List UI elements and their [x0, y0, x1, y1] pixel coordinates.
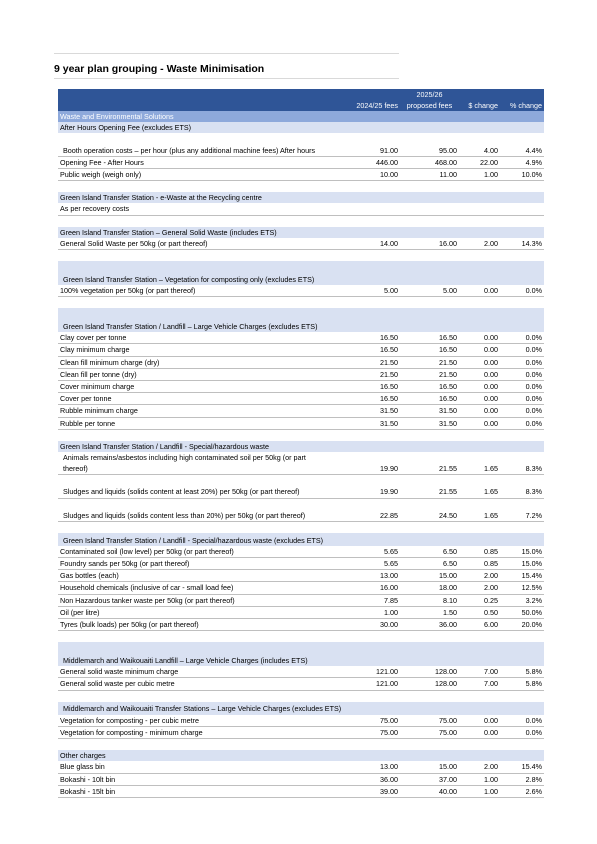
pct-change: 2.8%	[500, 773, 544, 785]
pct-change: 0.0%	[500, 344, 544, 356]
spacer-row	[58, 429, 544, 441]
spacer-row	[58, 261, 544, 272]
fee-2024: 36.00	[327, 773, 400, 785]
spacer-cell	[58, 739, 544, 751]
header-2025-year: 2025/26	[400, 89, 459, 101]
header-blank	[500, 89, 544, 101]
dollar-change: 0.00	[459, 356, 500, 368]
header-blank	[58, 89, 327, 101]
dollar-change: 1.65	[459, 510, 500, 522]
fee-2024: 14.00	[327, 238, 400, 250]
fee-2025: 16.50	[400, 332, 459, 344]
table-row	[58, 238, 544, 250]
spacer-row	[58, 297, 544, 309]
dollar-change: 1.65	[459, 452, 500, 475]
pct-change: 15.4%	[500, 570, 544, 582]
pct-change: 12.5%	[500, 582, 544, 594]
fee-description: Blue glass bin	[58, 761, 327, 773]
table-row	[58, 726, 544, 738]
fee-2025	[400, 203, 459, 215]
fee-2024: 16.50	[327, 393, 400, 405]
fee-description: Sludges and liquids (solids content less than 20%) per 50kg (or part thereof)	[58, 510, 327, 522]
spacer-row	[58, 631, 544, 643]
table-row	[58, 761, 544, 773]
fee-2025: 75.00	[400, 715, 459, 727]
group-title: Middlemarch and Waikouaiti Transfer Stations – Large Vehicle Charges (excludes ETS)	[58, 702, 544, 715]
pct-change: 0.0%	[500, 405, 544, 417]
fee-description: Clean fill minimum charge (dry)	[58, 356, 327, 368]
dollar-change: 0.85	[459, 558, 500, 570]
group-header	[58, 533, 544, 546]
spacer-cell	[58, 181, 544, 193]
fee-2024: 21.50	[327, 368, 400, 380]
section-title: Waste and Environmental Solutions	[58, 111, 544, 122]
header-blank	[58, 101, 327, 111]
dollar-change: 7.00	[459, 666, 500, 678]
dollar-change: 1.00	[459, 785, 500, 797]
spacer-row	[58, 475, 544, 487]
fee-2024: 22.85	[327, 510, 400, 522]
fee-2025: 5.00	[400, 285, 459, 297]
fee-2024: 91.00	[327, 133, 400, 156]
group-title: Green Island Transfer Station - e-Waste at the Recycling centre	[58, 192, 544, 203]
group-header	[58, 319, 544, 332]
spacer-cell	[58, 308, 544, 319]
spacer-row	[58, 215, 544, 227]
table-row	[58, 368, 544, 380]
dollar-change: 1.00	[459, 169, 500, 181]
spacer-cell	[58, 250, 544, 262]
group-title: Green Island Transfer Station – General Solid Waste (includes ETS)	[58, 227, 544, 238]
fee-description: General solid waste per cubic metre	[58, 678, 327, 690]
dollar-change: 2.00	[459, 570, 500, 582]
fee-2024: 10.00	[327, 169, 400, 181]
table-row	[58, 417, 544, 429]
fee-description: Oil (per litre)	[58, 606, 327, 618]
fee-2024	[327, 203, 400, 215]
table-row	[58, 666, 544, 678]
pct-change: 0.0%	[500, 381, 544, 393]
fee-description: Rubble minimum charge	[58, 405, 327, 417]
fee-2025: 95.00	[400, 133, 459, 156]
table-row	[58, 156, 544, 168]
fee-2025: 37.00	[400, 773, 459, 785]
table-row	[58, 678, 544, 690]
fee-description: Animals remains/asbestos including high contaminated soil per 50kg (or part thereof)	[58, 452, 327, 475]
fee-2024: 75.00	[327, 726, 400, 738]
dollar-change: 6.00	[459, 619, 500, 631]
spacer-row	[58, 181, 544, 193]
fee-2025: 31.50	[400, 405, 459, 417]
table-row	[58, 619, 544, 631]
fee-2024: 121.00	[327, 678, 400, 690]
pct-change: 15.0%	[500, 546, 544, 558]
header-fees-2024: 2024/25 fees	[327, 101, 400, 111]
fee-2025: 31.50	[400, 417, 459, 429]
fee-2024: 75.00	[327, 715, 400, 727]
spacer-row	[58, 308, 544, 319]
group-title: Green Island Transfer Station – Vegetation for composting only (excludes ETS)	[58, 272, 544, 285]
table-row	[58, 570, 544, 582]
table-body	[58, 111, 544, 797]
pct-change: 50.0%	[500, 606, 544, 618]
fee-description: General Solid Waste per 50kg (or part thereof)	[58, 238, 327, 250]
group-header	[58, 192, 544, 203]
dollar-change: 0.00	[459, 381, 500, 393]
fee-2025: 15.00	[400, 570, 459, 582]
table-row	[58, 356, 544, 368]
table-row	[58, 344, 544, 356]
table-row	[58, 558, 544, 570]
fee-description: 100% vegetation per 50kg (or part thereof)	[58, 285, 327, 297]
dollar-change: 2.00	[459, 582, 500, 594]
fee-2024: 13.00	[327, 570, 400, 582]
fee-description: Bokashi - 15lt bin	[58, 785, 327, 797]
group-title: Other charges	[58, 750, 544, 761]
group-title: Middlemarch and Waikouaiti Landfill – Large Vehicle Charges (includes ETS)	[58, 653, 544, 666]
fee-description: Vegetation for composting - minimum charge	[58, 726, 327, 738]
table-row	[58, 393, 544, 405]
dollar-change: 1.65	[459, 486, 500, 498]
group-header	[58, 750, 544, 761]
fee-description: Tyres (bulk loads) per 50kg (or part thereof)	[58, 619, 327, 631]
fee-2025: 21.50	[400, 368, 459, 380]
table-row	[58, 773, 544, 785]
dollar-change: 2.00	[459, 761, 500, 773]
fee-2025: 1.50	[400, 606, 459, 618]
spacer-row	[58, 498, 544, 510]
spacer-row	[58, 521, 544, 533]
header-blank	[327, 89, 400, 101]
spacer-cell	[58, 631, 544, 643]
table-row	[58, 452, 544, 475]
fee-description: As per recovery costs	[58, 203, 327, 215]
table-row	[58, 133, 544, 156]
pct-change	[500, 203, 544, 215]
table-row	[58, 715, 544, 727]
fee-2025: 11.00	[400, 169, 459, 181]
pct-change: 20.0%	[500, 619, 544, 631]
dollar-change: 0.00	[459, 417, 500, 429]
header-blank	[459, 89, 500, 101]
table-row	[58, 332, 544, 344]
fee-2025: 6.50	[400, 558, 459, 570]
fee-2025: 18.00	[400, 582, 459, 594]
table-header	[58, 89, 544, 111]
fee-description: Clean fill per tonne (dry)	[58, 368, 327, 380]
fee-description: Sludges and liquids (solids content at least 20%) per 50kg (or part thereof)	[58, 486, 327, 498]
fee-2024: 16.00	[327, 582, 400, 594]
fee-2024: 121.00	[327, 666, 400, 678]
spacer-cell	[58, 690, 544, 702]
dollar-change: 4.00	[459, 133, 500, 156]
spacer-cell	[58, 475, 544, 487]
dollar-change: 0.00	[459, 332, 500, 344]
dollar-change: 0.00	[459, 368, 500, 380]
fee-2024: 446.00	[327, 156, 400, 168]
table-row	[58, 606, 544, 618]
fee-2024: 19.90	[327, 486, 400, 498]
group-header	[58, 702, 544, 715]
fee-2025: 128.00	[400, 666, 459, 678]
fee-2024: 13.00	[327, 761, 400, 773]
fee-2025: 8.10	[400, 594, 459, 606]
fee-description: General solid waste minimum charge	[58, 666, 327, 678]
table-row	[58, 203, 544, 215]
header-fees-2025: proposed fees	[400, 101, 459, 111]
pct-change: 5.8%	[500, 678, 544, 690]
pct-change: 4.4%	[500, 133, 544, 156]
pct-change: 2.6%	[500, 785, 544, 797]
spacer-cell	[58, 297, 544, 309]
fee-2025: 21.50	[400, 356, 459, 368]
table-row	[58, 381, 544, 393]
fee-2025: 21.55	[400, 486, 459, 498]
table-row	[58, 285, 544, 297]
pct-change: 7.2%	[500, 510, 544, 522]
fee-2024: 30.00	[327, 619, 400, 631]
fee-2024: 21.50	[327, 356, 400, 368]
fee-description: Household chemicals (inclusive of car - small load fee)	[58, 582, 327, 594]
fee-2025: 468.00	[400, 156, 459, 168]
pct-change: 15.0%	[500, 558, 544, 570]
fee-description: Opening Fee - After Hours	[58, 156, 327, 168]
dollar-change: 0.50	[459, 606, 500, 618]
pct-change: 3.2%	[500, 594, 544, 606]
fee-description: Public weigh (weigh only)	[58, 169, 327, 181]
fee-2024: 5.65	[327, 546, 400, 558]
header-dollar-change: $ change	[459, 101, 500, 111]
dollar-change: 0.25	[459, 594, 500, 606]
top-rule	[54, 53, 399, 54]
dollar-change: 0.85	[459, 546, 500, 558]
fee-description: Booth operation costs – per hour (plus any additional machine fees) After hours	[58, 133, 327, 156]
fee-2024: 1.00	[327, 606, 400, 618]
spacer-cell	[58, 261, 544, 272]
pct-change: 5.8%	[500, 666, 544, 678]
group-header	[58, 441, 544, 452]
fee-description: Bokashi - 10lt bin	[58, 773, 327, 785]
dollar-change: 1.00	[459, 773, 500, 785]
pct-change: 0.0%	[500, 356, 544, 368]
fee-2025: 15.00	[400, 761, 459, 773]
pct-change: 0.0%	[500, 417, 544, 429]
dollar-change: 0.00	[459, 344, 500, 356]
spacer-cell	[58, 215, 544, 227]
fee-description: Foundry sands per 50kg (or part thereof)	[58, 558, 327, 570]
table-row	[58, 510, 544, 522]
fee-2024: 16.50	[327, 344, 400, 356]
fee-2024: 5.00	[327, 285, 400, 297]
group-header	[58, 122, 544, 133]
fee-2024: 16.50	[327, 381, 400, 393]
fees-table	[58, 89, 544, 798]
fee-2024: 19.90	[327, 452, 400, 475]
table-row	[58, 546, 544, 558]
spacer-row	[58, 250, 544, 262]
spacer-row	[58, 739, 544, 751]
group-header	[58, 653, 544, 666]
fee-description: Vegetation for composting - per cubic metre	[58, 715, 327, 727]
table-row	[58, 582, 544, 594]
table-row	[58, 169, 544, 181]
fee-2025: 16.50	[400, 381, 459, 393]
pct-change: 0.0%	[500, 332, 544, 344]
dollar-change	[459, 203, 500, 215]
spacer-cell	[58, 498, 544, 510]
table-row	[58, 594, 544, 606]
page-title: 9 year plan grouping - Waste Minimisation	[54, 63, 265, 75]
fee-description: Clay cover per tonne	[58, 332, 327, 344]
dollar-change: 0.00	[459, 405, 500, 417]
dollar-change: 0.00	[459, 726, 500, 738]
fee-2025: 36.00	[400, 619, 459, 631]
fee-description: Clay minimum charge	[58, 344, 327, 356]
pct-change: 0.0%	[500, 726, 544, 738]
fee-description: Cover per tonne	[58, 393, 327, 405]
group-title: Green Island Transfer Station / Landfill – Large Vehicle Charges (excludes ETS)	[58, 319, 544, 332]
pct-change: 15.4%	[500, 761, 544, 773]
fee-2024: 39.00	[327, 785, 400, 797]
spacer-cell	[58, 429, 544, 441]
pct-change: 8.3%	[500, 486, 544, 498]
fee-2024: 16.50	[327, 332, 400, 344]
pct-change: 0.0%	[500, 715, 544, 727]
dollar-change: 22.00	[459, 156, 500, 168]
table-row	[58, 486, 544, 498]
fee-2025: 6.50	[400, 546, 459, 558]
spacer-row	[58, 690, 544, 702]
group-header	[58, 272, 544, 285]
fee-2024: 31.50	[327, 417, 400, 429]
fee-description: Cover minimum charge	[58, 381, 327, 393]
fee-2025: 21.55	[400, 452, 459, 475]
dollar-change: 0.00	[459, 715, 500, 727]
pct-change: 10.0%	[500, 169, 544, 181]
fee-2025: 40.00	[400, 785, 459, 797]
fee-2024: 31.50	[327, 405, 400, 417]
dollar-change: 0.00	[459, 285, 500, 297]
fee-2025: 16.00	[400, 238, 459, 250]
dollar-change: 0.00	[459, 393, 500, 405]
fee-description: Non Hazardous tanker waste per 50kg (or part thereof)	[58, 594, 327, 606]
fee-2025: 24.50	[400, 510, 459, 522]
table-row	[58, 785, 544, 797]
group-title: After Hours Opening Fee (excludes ETS)	[58, 122, 544, 133]
fee-2024: 7.85	[327, 594, 400, 606]
pct-change: 0.0%	[500, 393, 544, 405]
fee-2025: 16.50	[400, 344, 459, 356]
group-title: Green Island Transfer Station / Landfill - Special/hazardous waste	[58, 441, 544, 452]
title-rule	[54, 78, 399, 79]
fee-description: Rubble per tonne	[58, 417, 327, 429]
group-header	[58, 227, 544, 238]
header-pct-change: % change	[500, 101, 544, 111]
table-row	[58, 405, 544, 417]
fee-2025: 16.50	[400, 393, 459, 405]
group-title: Green Island Transfer Station / Landfill - Special/hazardous waste (excludes ETS)	[58, 533, 544, 546]
pct-change: 8.3%	[500, 452, 544, 475]
fee-description: Contaminated soil (low level) per 50kg (or part thereof)	[58, 546, 327, 558]
pct-change: 0.0%	[500, 285, 544, 297]
spacer-cell	[58, 521, 544, 533]
fee-2024: 5.65	[327, 558, 400, 570]
spacer-cell	[58, 642, 544, 653]
fee-2025: 75.00	[400, 726, 459, 738]
dollar-change: 7.00	[459, 678, 500, 690]
pct-change: 0.0%	[500, 368, 544, 380]
pct-change: 14.3%	[500, 238, 544, 250]
section-header	[58, 111, 544, 122]
spacer-row	[58, 642, 544, 653]
fee-2025: 128.00	[400, 678, 459, 690]
pct-change: 4.9%	[500, 156, 544, 168]
dollar-change: 2.00	[459, 238, 500, 250]
fee-description: Gas bottles (each)	[58, 570, 327, 582]
